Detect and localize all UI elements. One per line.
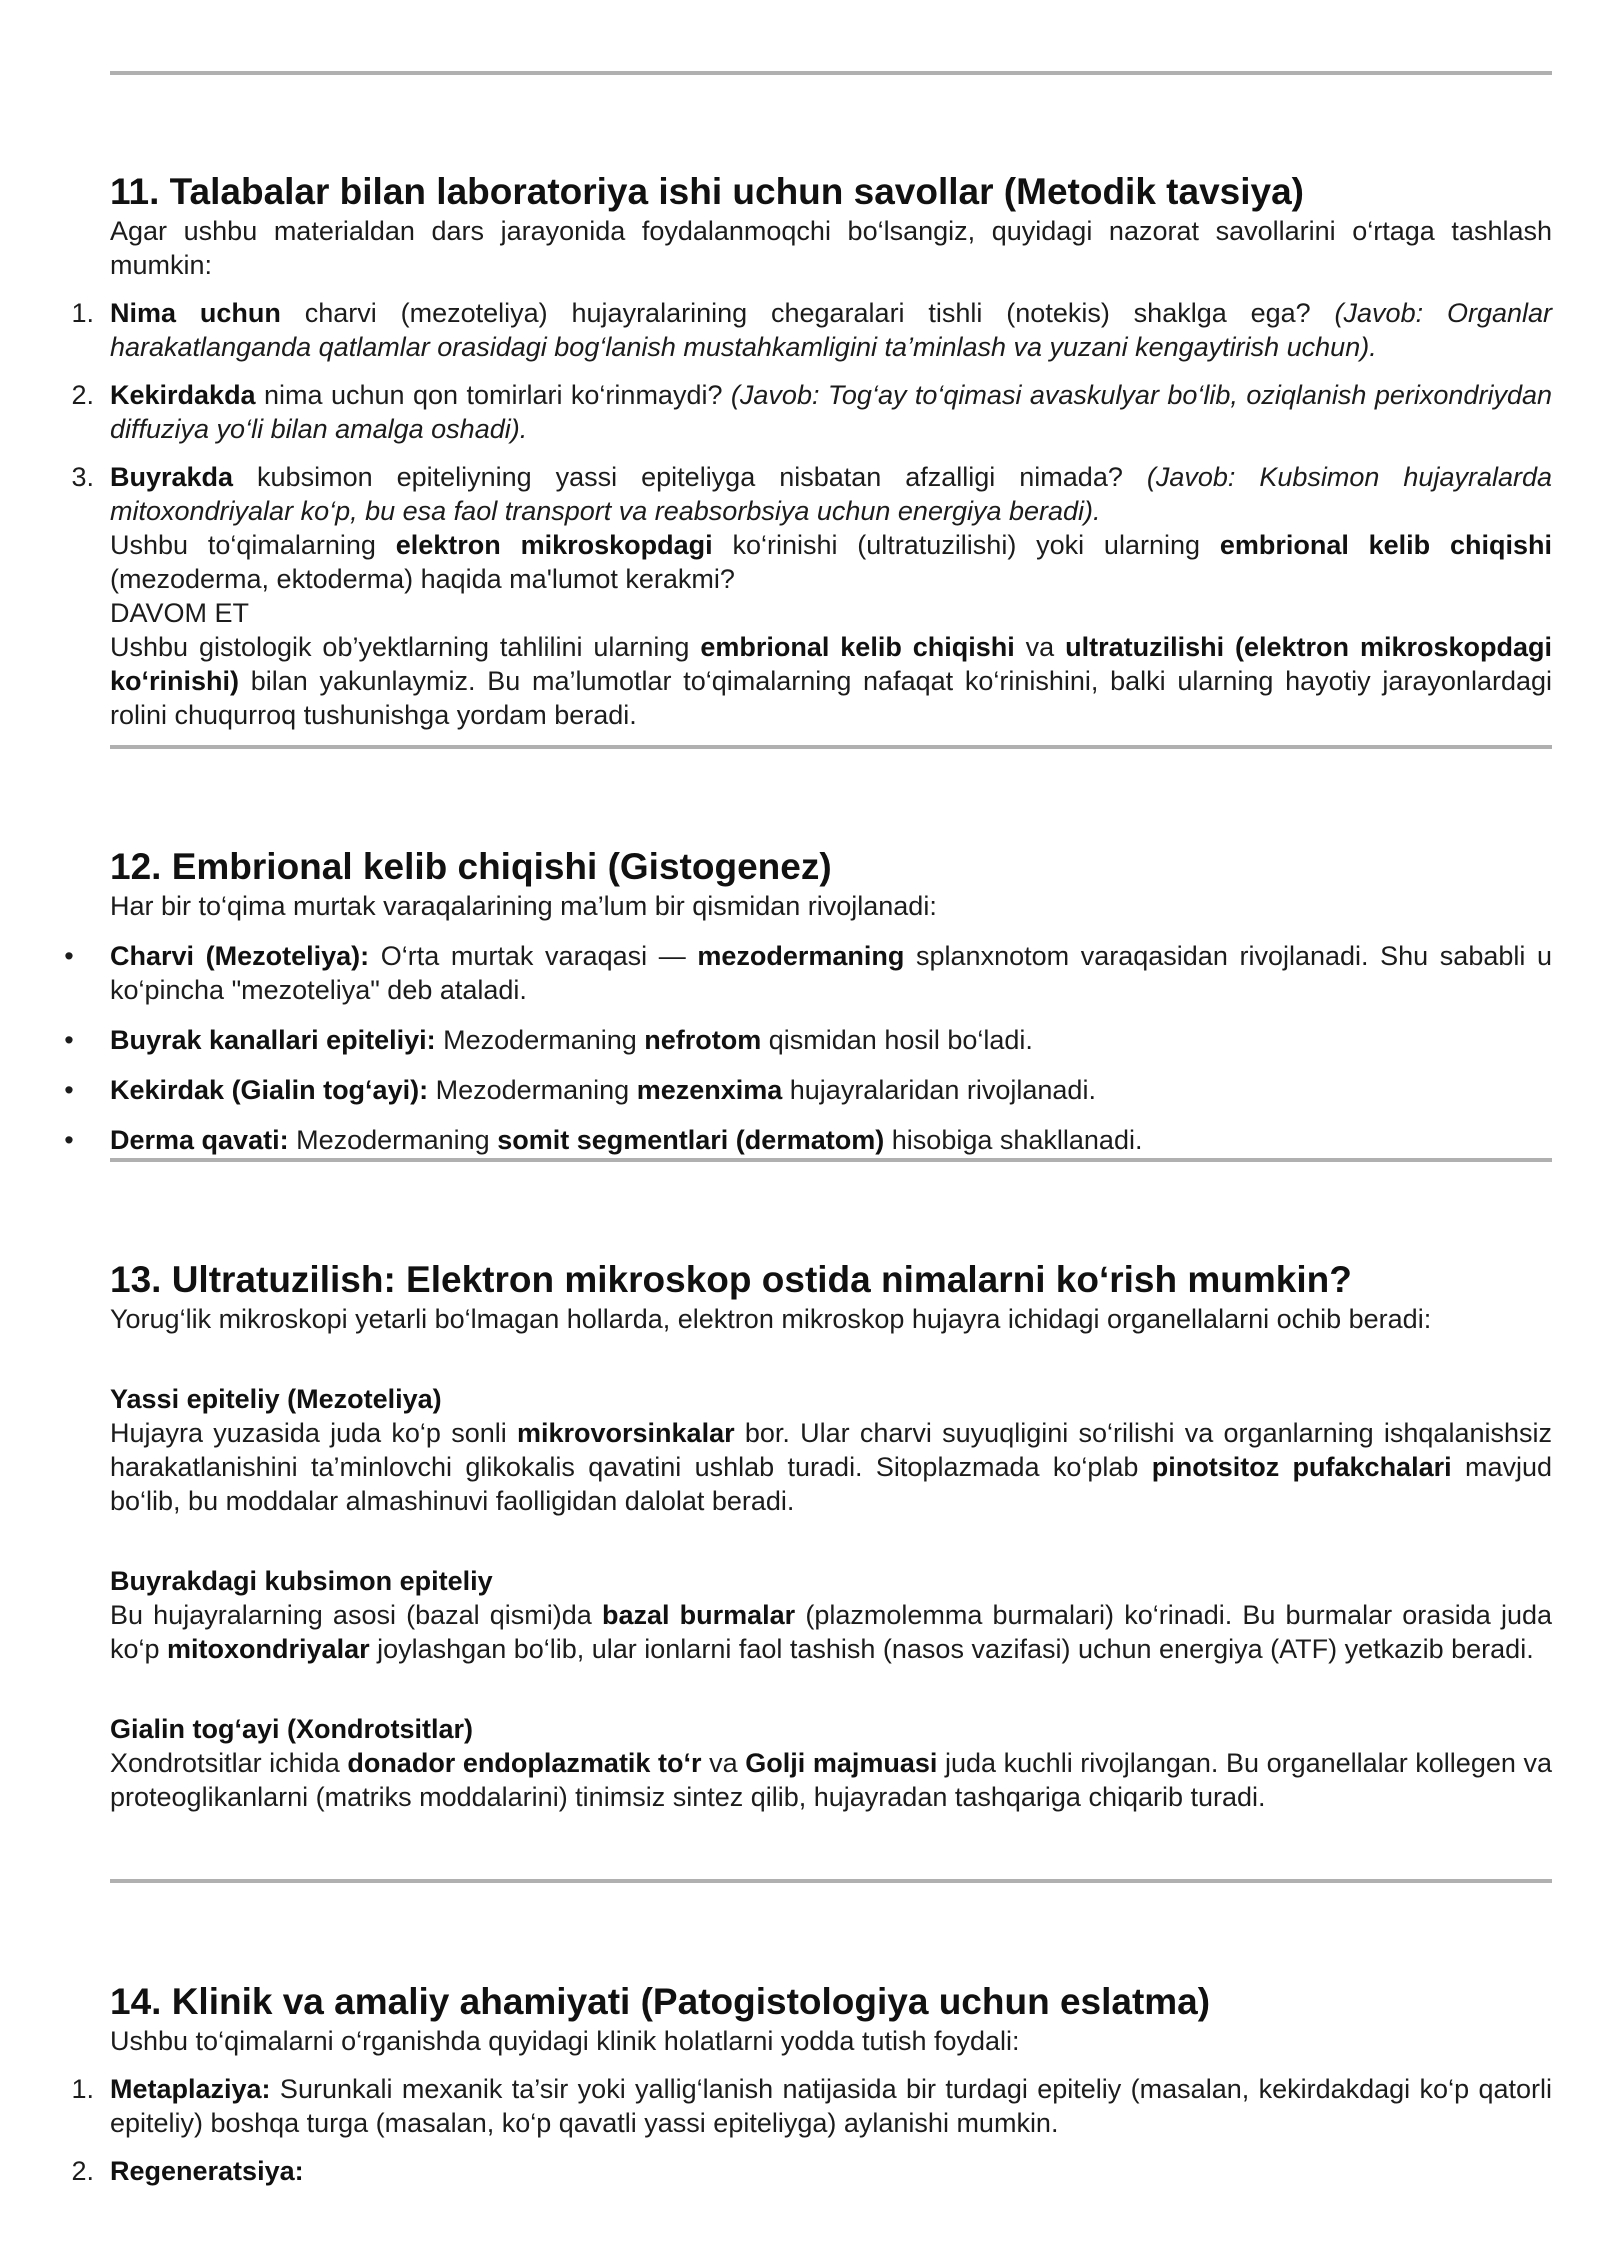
- subsection-gialin: [110, 1712, 1552, 1814]
- section-divider: [110, 1158, 1552, 1162]
- section-conclusion: Ushbu gistologik ob’yektlarning tahlilini ularning embrional kelib chiqishi va ultratuzilishi (elektron mikroskopdagi ko‘rinishi) bilan yakunlaymiz. Bu ma’lumotlar to‘qimalarning nafaqat ko‘rinishini, balki ularning hayotiy jarayonlardagi rolini chuqurroq tushunishga yordam beradi.: [110, 632, 1552, 730]
- section-11: [71, 170, 1552, 732]
- section-14: [71, 1980, 1552, 2188]
- list-item: [71, 460, 1552, 528]
- bullet-marker: •: [64, 1075, 74, 1105]
- item-answer: (Javob: Tog‘ay to‘qimasi avaskulyar bo‘lib, oziqlanish perixondriydan diffuziya yo‘li bilan amalga oshadi).: [110, 380, 1552, 444]
- list-number: 2.: [71, 2156, 94, 2186]
- question-list: [71, 296, 1552, 528]
- item-text: kubsimon epiteliyning yassi epiteliyga nisbatan afzalligi nimada?: [233, 462, 1147, 492]
- bullet-list: [64, 939, 1552, 1157]
- list-number: 3.: [71, 462, 94, 492]
- subsection-text: Bu hujayralarning asosi (bazal qismi)da bazal burmalar (plazmolemma burmalari) ko‘rinadi. Bu burmalar orasida juda ko‘p mitoxondriyalar joylashgan bo‘lib, ular ionlarni faol tashish (nasos vazifasi) uchun energiya (ATF) yetkazib beradi.: [110, 1600, 1552, 1664]
- section-intro: Ushbu to‘qimalarni o‘rganishda quyidagi klinik holatlarni yodda tutish foydali:: [110, 2026, 1020, 2056]
- list-number: 2.: [71, 380, 94, 410]
- section-13: [110, 1258, 1552, 1814]
- item-text: charvi (mezoteliya) hujayralarining chegaralari tishli (notekis) shaklga ega?: [280, 298, 1335, 328]
- subsection-text: Xondrotsitlar ichida donador endoplazmatik to‘r va Golji majmuasi juda kuchli rivojlangan. Bu organellalar kollegen va proteoglikanlarni (matriks moddalarini) tinimsiz sintez qilib, hujayradan tashqariga chiqarib turadi.: [110, 1748, 1552, 1812]
- list-number: 1.: [71, 2074, 94, 2104]
- item-answer: (Javob: Kubsimon hujayralarda mitoxondriyalar ko‘p, bu esa faol transport va reabsorbsiya uchun energiya beradi).: [110, 462, 1552, 526]
- item-answer: (Javob: Organlar harakatlanganda qatlamlar orasidagi bog‘lanish mustahkamligini ta’minlash va yuzani kengaytirish uchun).: [110, 298, 1552, 362]
- section-title: 13. Ultratuzilish: Elektron mikroskop ostida nimalarni ko‘rish mumkin?: [110, 1259, 1352, 1300]
- subsection-kubsimon: [110, 1564, 1552, 1666]
- section-intro: Agar ushbu materialdan dars jarayonida foydalanmoqchi bo‘lsangiz, quyidagi nazorat savollarini o‘rtaga tashlash mumkin:: [110, 216, 1552, 280]
- section-divider: [110, 1879, 1552, 1883]
- section-title: 11. Talabalar bilan laboratoriya ishi uchun savollar (Metodik tavsiya): [110, 171, 1304, 212]
- clinical-list: [71, 2072, 1552, 2188]
- follow-up-question: Ushbu to‘qimalarning elektron mikroskopdagi ko‘rinishi (ultratuzilishi) yoki ularning embrional kelib chiqishi (mezoderma, ektoderma) haqida ma'lumot kerakmi?: [110, 530, 1552, 594]
- item-keyword: Nima uchun: [110, 298, 281, 328]
- list-item: • Kekirdak (Gialin tog‘ayi): Mezodermaning mezenxima hujayralaridan rivojlanadi.: [110, 1073, 1552, 1107]
- subsection-title: Yassi epiteliy (Mezoteliya): [110, 1384, 442, 1414]
- item-keyword: Buyrakda: [110, 462, 234, 492]
- bullet-marker: •: [64, 1025, 74, 1055]
- continue-label: DAVOM ET: [110, 598, 250, 628]
- subsection-mezoteliya: [110, 1382, 1552, 1518]
- list-item: 2. Regeneratsiya:: [110, 2154, 1552, 2188]
- subsection-title: Gialin tog‘ayi (Xondrotsitlar): [110, 1714, 474, 1744]
- top-divider: [110, 71, 1552, 75]
- list-item: 1. Metaplaziya: Surunkali mexanik ta’sir yoki yallig‘lanish natijasida bir turdagi epiteliy (masalan, kekirdakdagi ko‘p qatorli epiteliy) boshqa turga (masalan, ko‘p qavatli yassi epiteliyga) aylanishi mumkin.: [110, 2072, 1552, 2140]
- list-number: 1.: [71, 298, 94, 328]
- list-item: [71, 296, 1552, 364]
- section-divider: [110, 745, 1552, 749]
- section-12: [64, 845, 1552, 1157]
- list-item: • Buyrak kanallari epiteliyi: Mezodermaning nefrotom qismidan hosil bo‘ladi.: [110, 1023, 1552, 1057]
- item-keyword: Kekirdakda: [110, 380, 256, 410]
- subsection-text: Hujayra yuzasida juda ko‘p sonli mikrovorsinkalar bor. Ular charvi suyuqligini so‘rilishi va organlarning ishqalanishsiz harakatlanishini ta’minlovchi glikokalis qavatini ushlab turadi. Sitoplazmada ko‘plab pinotsitoz pufakchalari mavjud bo‘lib, bu moddalar almashinuvi faolligidan dalolat beradi.: [110, 1418, 1552, 1516]
- subsection-title: Buyrakdagi kubsimon epiteliy: [110, 1566, 493, 1596]
- list-item: • Charvi (Mezoteliya): O‘rta murtak varaqasi — mezodermaning splanxnotom varaqasidan rivojlanadi. Shu sababli u ko‘pincha "mezoteliya" deb ataladi.: [110, 939, 1552, 1007]
- bullet-marker: •: [64, 1125, 74, 1155]
- list-item: • Derma qavati: Mezodermaning somit segmentlari (dermatom) hisobiga shakllanadi.: [110, 1123, 1552, 1157]
- section-intro: Har bir to‘qima murtak varaqalarining ma’lum bir qismidan rivojlanadi:: [110, 891, 937, 921]
- item-text: nima uchun qon tomirlari ko‘rinmaydi?: [255, 380, 731, 410]
- section-title: 12. Embrional kelib chiqishi (Gistogenez): [110, 846, 832, 887]
- section-intro: Yorug‘lik mikroskopi yetarli bo‘lmagan hollarda, elektron mikroskop hujayra ichidagi organellalarni ochib beradi:: [110, 1304, 1432, 1334]
- list-item: [71, 378, 1552, 446]
- section-title: 14. Klinik va amaliy ahamiyati (Patogistologiya uchun eslatma): [110, 1981, 1211, 2022]
- bullet-marker: •: [64, 941, 74, 971]
